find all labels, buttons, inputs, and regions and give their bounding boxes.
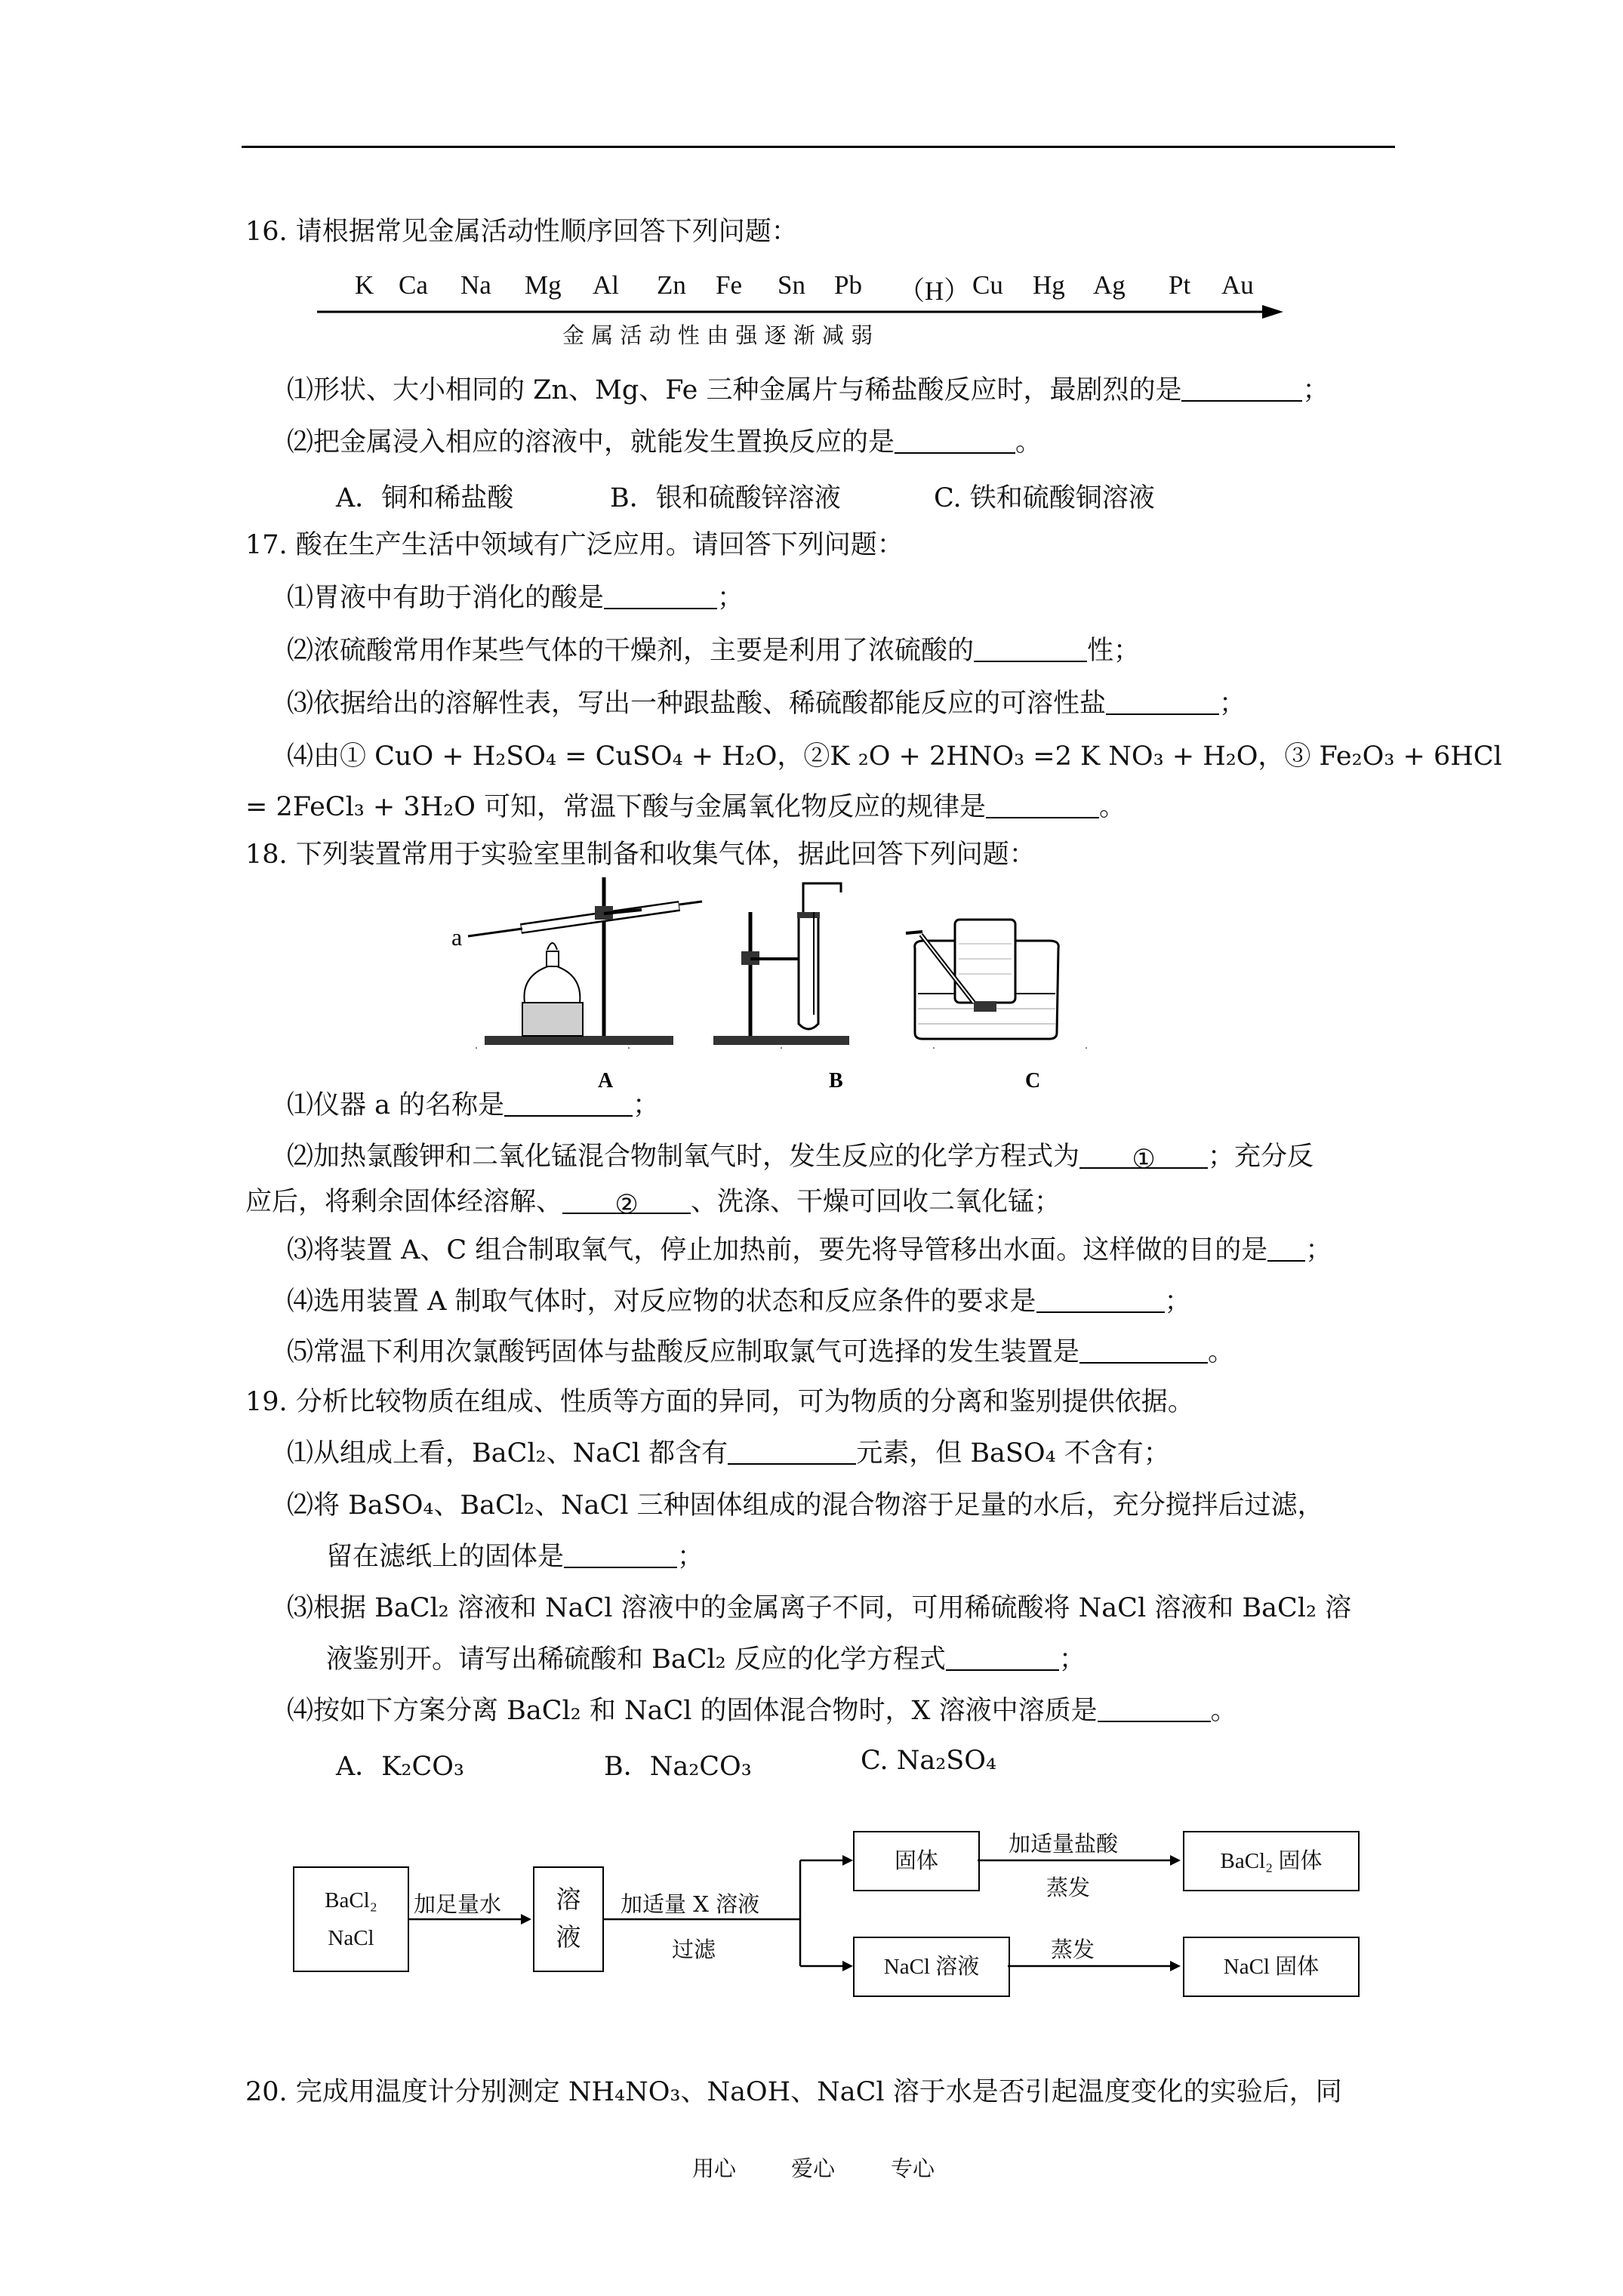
q16-option-b: B．银和硫酸锌溶液 xyxy=(610,483,841,513)
caption-a: A xyxy=(598,1069,614,1093)
q19-part3: ⑶根据 BaCl₂ 溶液和 NaCl 溶液中的金属离子不同，可用稀硫酸将 NaCl 溶液和 BaCl₂ 溶 xyxy=(287,1593,1352,1623)
q19-option-c: C. Na₂SO₄ xyxy=(861,1746,997,1776)
metal-symbol: Au xyxy=(1221,270,1254,300)
flow-box-bacl2-solid: BaCl₂ 固体 xyxy=(1183,1831,1360,1891)
flow-step-add-x: 加适量 X 溶液 xyxy=(621,1891,760,1917)
flow-box-nacl-solution: NaCl 溶液 xyxy=(853,1937,1010,1997)
flow-step-evaporate-2: 蒸发 xyxy=(1051,1937,1095,1962)
flow-step-filter: 过滤 xyxy=(672,1937,716,1962)
q18-stem: 18. 下列装置常用于实验室里制备和收集气体，据此回答下列问题： xyxy=(245,840,1036,870)
caption-b: B xyxy=(829,1069,843,1093)
q18-part2: ⑵加热氯酸钾和二氧化锰混合物制氧气时，发生反应的化学方程式为 ① ；充分反 xyxy=(287,1142,1314,1175)
q18-part3: ⑶将装置 A、C 组合制取氧气，停止加热前，要先将导管移出水面。这样做的目的是 ； xyxy=(287,1235,1332,1265)
q17-stem: 17. 酸在生产生活中领域有广泛应用。请回答下列问题： xyxy=(245,530,904,560)
flow-step-evaporate-1: 蒸发 xyxy=(1046,1875,1091,1900)
metal-symbol: Hg xyxy=(1033,270,1065,300)
q16-stem: 16. 请根据常见金属活动性顺序回答下列问题： xyxy=(245,217,798,247)
q16-option-c: C. 铁和硫酸铜溶液 xyxy=(934,483,1155,513)
caption-c: C xyxy=(1025,1069,1041,1093)
flow-step-add-hcl: 加适量盐酸 xyxy=(1009,1831,1119,1857)
q16-part1: ⑴形状、大小相同的 Zn、Mg、Fe 三种金属片与稀盐酸反应时，最剧烈的是 ； xyxy=(287,375,1329,405)
q17-part4-line2: = 2FeCl₃ + 3H₂O 可知，常温下酸与金属氧化物反应的规律是 。 xyxy=(245,792,1126,822)
q16-part2: ⑵把金属浸入相应的溶液中，就能发生置换反应的是 。 xyxy=(287,427,1042,458)
metal-symbol: Fe xyxy=(716,270,742,300)
q18-part1: ⑴仪器 a 的名称是 ； xyxy=(287,1090,660,1120)
q19-stem: 19. 分析比较物质在组成、性质等方面的异同，可为物质的分离和鉴别提供依据。 xyxy=(245,1387,1194,1417)
label-a: a xyxy=(451,923,463,951)
metal-symbol: Ca xyxy=(399,270,428,300)
q16-option-a: A．铜和稀盐酸 xyxy=(336,483,514,513)
metal-symbol: Na xyxy=(460,270,491,300)
answer-blank[interactable]: ② xyxy=(562,1187,691,1214)
metal-symbol: （H） xyxy=(898,276,971,306)
metal-symbol: Sn xyxy=(778,270,805,300)
flow-box-solid: 固体 xyxy=(853,1831,980,1891)
q19-part2-line2: 留在滤纸上的固体是 ； xyxy=(326,1542,704,1572)
q19-part4: ⑷按如下方案分离 BaCl₂ 和 NaCl 的固体混合物时，X 溶液中溶质是 。 xyxy=(287,1696,1237,1726)
q18-part4: ⑷选用装置 A 制取气体时，对反应物的状态和反应条件的要求是 ； xyxy=(287,1287,1191,1317)
q20-stem: 20. 完成用温度计分别测定 NH₄NO₃、NaOH、NaCl 溶于水是否引起温度变化的实验后，同 xyxy=(245,2077,1342,2107)
q19-option-b: B．Na₂CO₃ xyxy=(604,1752,752,1782)
q17-part3: ⑶依据给出的溶解性表，写出一种跟盐酸、稀硫酸都能反应的可溶性盐 ； xyxy=(287,689,1246,719)
flow-box-nacl-solid: NaCl 固体 xyxy=(1183,1937,1360,1997)
equations: CuO + H₂SO₄ = CuSO₄ + H₂O，②K ₂O + 2HNO₃ =2 K NO₃ + H₂O，③ Fe₂O₃ + 6HCl xyxy=(374,741,1502,772)
flow-box-solution: 溶 液 xyxy=(533,1866,604,1972)
metal-symbol: K xyxy=(355,270,374,300)
flow-step-add-water: 加足量水 xyxy=(414,1891,502,1917)
metal-symbol: Cu xyxy=(972,270,1003,300)
q19-part2: ⑵将 BaSO₄、BaCl₂、NaCl 三种固体组成的混合物溶于足量的水后，充分搅拌后过滤， xyxy=(287,1490,1324,1521)
q19-part1: ⑴从组成上看，BaCl₂、NaCl 都含有 元素，但 BaSO₄ 不含有； xyxy=(287,1438,1170,1469)
q18-part2-line2: 应后，将剩余固体经溶解、 ② 、洗涤、干燥可回收二氧化锰； xyxy=(245,1187,1061,1220)
footer-word-1: 用心 xyxy=(692,2156,737,2181)
arrow-caption: 金 属 活 动 性 由 强 逐 渐 减 弱 xyxy=(562,322,873,348)
q19-part3-line2: 液鉴别开。请写出稀硫酸和 BaCl₂ 反应的化学方程式 ； xyxy=(326,1644,1086,1675)
metal-symbol: Al xyxy=(593,270,619,300)
q17-part2: ⑵浓硫酸常用作某些气体的干燥剂，主要是利用了浓硫酸的 性； xyxy=(287,636,1141,666)
q18-part5: ⑸常温下利用次氯酸钙固体与盐酸反应制取氯气可选择的发生装置是 。 xyxy=(287,1337,1235,1367)
metal-symbol: Zn xyxy=(657,270,686,300)
metal-symbol: Mg xyxy=(525,270,562,300)
q17-part1: ⑴胃液中有助于消化的酸是 ； xyxy=(287,583,744,613)
q17-part4: ⑷由① CuO + H₂SO₄ = CuSO₄ + H₂O，②K ₂O + 2HNO₃ =2 K NO₃ + H₂O，③ Fe₂O₃ + 6HCl xyxy=(287,741,1502,772)
metal-symbol: Ag xyxy=(1093,270,1126,300)
footer-word-2: 爱心 xyxy=(791,2156,836,2181)
q19-option-a: A．K₂CO₃ xyxy=(336,1752,464,1782)
answer-blank[interactable]: ① xyxy=(1079,1142,1208,1169)
metal-symbol: Pb xyxy=(834,270,862,300)
metal-symbol: Pt xyxy=(1169,270,1191,300)
flow-box-mixture: BaCl₂ NaCl xyxy=(293,1866,409,1972)
footer-word-3: 专心 xyxy=(891,2156,935,2181)
